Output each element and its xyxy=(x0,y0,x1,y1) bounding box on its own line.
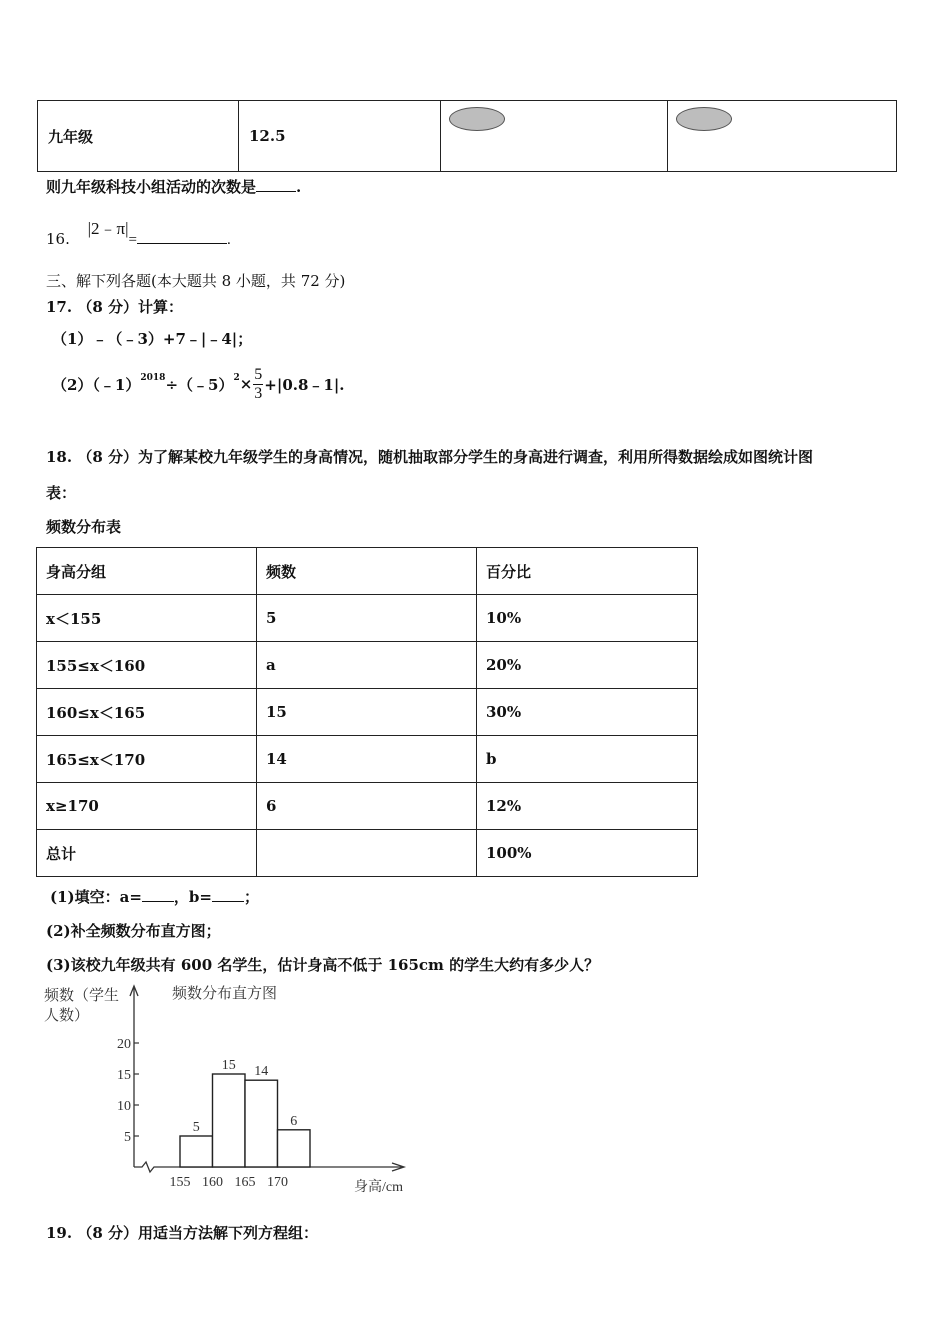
q15-text: 则九年级科技小组活动的次数是 xyxy=(46,178,257,196)
gray-oval-shape xyxy=(449,107,505,131)
histogram-chart xyxy=(40,980,440,1200)
q17-part2 xyxy=(52,362,345,406)
chart-title: 频数分布直方图 xyxy=(172,986,278,1002)
x-tick-label: 160 xyxy=(202,1175,223,1190)
table-title: 频数分布表 xyxy=(46,518,122,536)
table-cell: 15 xyxy=(257,689,477,736)
exponent: 2 xyxy=(233,373,240,383)
q15-question xyxy=(46,176,301,197)
x-tick-label: 155 xyxy=(169,1175,191,1190)
fraction xyxy=(253,366,263,403)
x-axis-break xyxy=(134,1162,180,1172)
answer-blank-b[interactable] xyxy=(212,901,244,902)
answer-blank-a[interactable] xyxy=(142,901,174,902)
histogram-bar xyxy=(278,1130,311,1167)
y-tick-label: 15 xyxy=(117,1068,131,1083)
q18-sub1 xyxy=(50,886,259,907)
q18-line1: 18. （8 分）为了解某校九年级学生的身高情况，随机抽取部分学生的身高进行调查，利用所得数据绘成如图统计图 xyxy=(46,448,813,466)
q19-title: 19. （8 分）用适当方法解下列方程组： xyxy=(46,1224,318,1242)
q18-sub3: (3)该校九年级共有 600 名学生，估计身高不低于 165cm 的学生大约有多少人？ xyxy=(46,956,600,974)
bar-value-label: 6 xyxy=(290,1113,298,1129)
table-cell: b xyxy=(477,736,698,783)
x-tick-label: 165 xyxy=(234,1175,256,1190)
histogram-bar xyxy=(213,1074,246,1167)
x-tick-label: 170 xyxy=(267,1175,288,1190)
fraction-numerator: 5 xyxy=(254,365,263,383)
answer-blank[interactable] xyxy=(256,191,296,192)
table-row xyxy=(37,830,698,877)
part2-mid: ÷（﹣5） xyxy=(165,375,234,394)
grade-table xyxy=(37,100,897,172)
table-row xyxy=(37,595,698,642)
table-row xyxy=(37,783,698,830)
part2-prefix: （2）（﹣1） xyxy=(52,375,141,394)
fraction-denominator: 3 xyxy=(254,384,263,402)
q16-question xyxy=(46,214,231,248)
y-tick-label: 20 xyxy=(117,1037,131,1052)
section-title: 三、解下列各题(本大题共 8 小题，共 72 分) xyxy=(46,272,346,290)
blank-cell-2 xyxy=(668,101,897,172)
times-sign: × xyxy=(239,375,253,393)
table-cell xyxy=(257,830,477,877)
histogram-bar xyxy=(245,1080,278,1167)
table-cell: x＜155 xyxy=(37,595,257,642)
part2-suffix: +|0.8﹣1|. xyxy=(264,375,345,394)
y-tick-label: 5 xyxy=(124,1130,131,1145)
y-axis-label-line2: 人数） xyxy=(44,1008,90,1024)
bar-value-label: 15 xyxy=(221,1058,236,1073)
table-cell: 165≤x＜170 xyxy=(37,736,257,783)
sub1-end: ； xyxy=(243,888,259,906)
table-cell: 160≤x＜165 xyxy=(37,689,257,736)
abs-expression: |2﹣π| xyxy=(87,219,129,238)
y-tick-label: 10 xyxy=(117,1099,131,1114)
table-cell: 5 xyxy=(257,595,477,642)
table-header-row xyxy=(37,548,698,595)
table-cell: 12% xyxy=(477,783,698,830)
grade-value-cell: 12.5 xyxy=(239,101,441,172)
table-cell: 总计 xyxy=(37,830,257,877)
table-header-cell: 百分比 xyxy=(477,548,698,595)
table-header-cell: 身高分组 xyxy=(37,548,257,595)
grade-cell: 九年级 xyxy=(38,101,239,172)
table-cell: 20% xyxy=(477,642,698,689)
blank-cell-1 xyxy=(441,101,668,172)
table-cell: 155≤x＜160 xyxy=(37,642,257,689)
table-cell: a xyxy=(257,642,477,689)
q17-title: 17. （8 分）计算： xyxy=(46,298,183,316)
table-row xyxy=(37,689,698,736)
sub1-b-label: ，b= xyxy=(173,888,212,906)
histogram-bar xyxy=(180,1136,213,1167)
bar-value-label: 5 xyxy=(192,1120,200,1135)
table-row xyxy=(37,736,698,783)
table-cell: 100% xyxy=(477,830,698,877)
gray-oval-shape xyxy=(676,107,732,131)
answer-blank[interactable] xyxy=(137,243,227,244)
q15-end: . xyxy=(296,178,302,196)
exponent: 2018 xyxy=(140,373,166,383)
frequency-table xyxy=(36,547,698,877)
q18-sub2: (2)补全频数分布直方图； xyxy=(46,922,221,940)
bar-value-label: 14 xyxy=(254,1064,269,1080)
question-number: 16. xyxy=(46,230,70,248)
sub1-a-label: (1)填空：a= xyxy=(50,888,142,906)
table-cell: 14 xyxy=(257,736,477,783)
equals-sign: = xyxy=(128,232,137,248)
table-row xyxy=(37,642,698,689)
x-axis-label: 身高/cm xyxy=(354,1180,403,1195)
table-cell: 10% xyxy=(477,595,698,642)
q16-end: . xyxy=(226,232,231,248)
table-cell: 30% xyxy=(477,689,698,736)
table-cell: x≥170 xyxy=(37,783,257,830)
table-cell: 6 xyxy=(257,783,477,830)
table-header-cell: 频数 xyxy=(257,548,477,595)
y-axis-label-line1: 频数（学生 xyxy=(44,988,120,1004)
q17-part1: （1）﹣（﹣3）+7﹣|﹣4|； xyxy=(52,330,253,348)
q18-line2: 表： xyxy=(46,484,77,502)
